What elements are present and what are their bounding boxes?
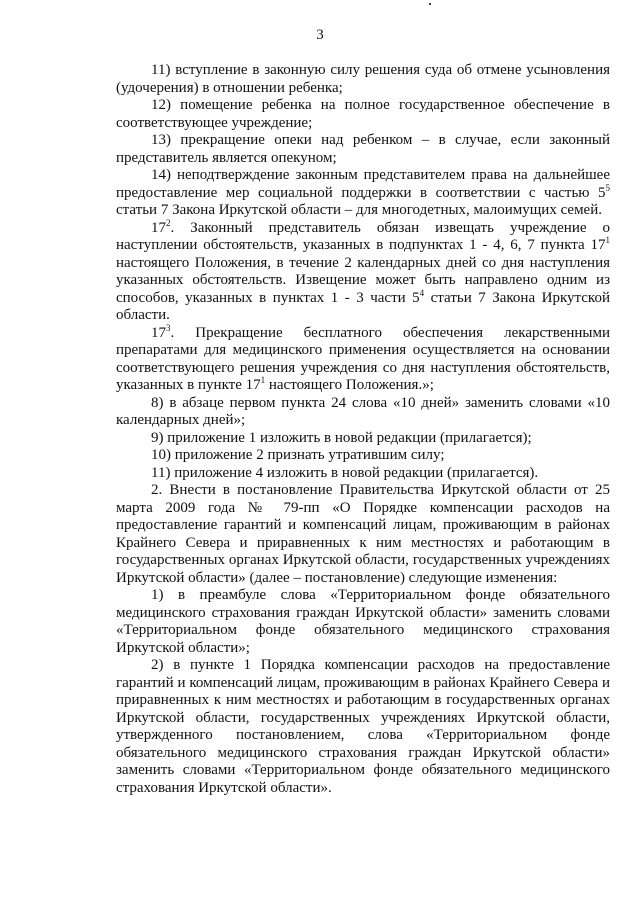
paragraph-text: 9) приложение 1 изложить в новой редакции (прилагается);	[151, 429, 532, 446]
scan-speck	[429, 3, 431, 5]
paragraph	[116, 447, 610, 465]
superscript: 5	[605, 182, 610, 193]
paragraph	[116, 465, 610, 483]
paragraph	[116, 395, 610, 430]
paragraph-text: 11) приложение 4 изложить в новой редакции (прилагается).	[151, 464, 539, 481]
paragraph	[116, 62, 610, 97]
paragraph-text: 14) неподтверждение законным представителем права на дальнейшее предоставление мер социальной поддержки в соответствии с частью 5	[116, 167, 610, 201]
paragraph-text: 13) прекращение опеки над ребенком – в случае, если законный представитель является опекуном;	[116, 132, 610, 166]
paragraph-text: настоящего Положения.»;	[265, 377, 434, 393]
paragraph-text: 17	[151, 219, 166, 236]
paragraph-text: настоящего Положения, в течение 2 календарных дней со дня наступления указанных обстоятельств. Извещение может быть направлено одним из способов, указанных в пунктах 1 - 3 части 5	[116, 254, 610, 306]
paragraph-text: 10) приложение 2 признать утратившим силу;	[151, 447, 445, 463]
paragraph	[116, 482, 610, 587]
paragraph-text: статьи 7 Закона Иркутской области.	[116, 289, 610, 323]
superscript: 1	[260, 375, 266, 385]
paragraph	[116, 657, 610, 797]
page-number: 3	[316, 27, 324, 43]
superscript: 1	[605, 235, 610, 245]
paragraph	[116, 132, 610, 167]
paragraph-text: . Законный представитель обязан извещать учреждение о наступлении обстоятельств, указанных в подпунктах 1 - 4, 6, 7 пункта 17	[116, 219, 610, 253]
paragraph	[116, 430, 610, 448]
paragraph	[116, 217, 610, 325]
paragraph	[116, 587, 610, 657]
superscript: 3	[166, 322, 171, 333]
paragraph-text: 2. Внести в постановление Правительства Иркутской области от 25 марта 2009 года № 79-пп «О Порядке компенсации расходов на предоставление гарантий и компенсаций лицам, проживающим в районах Крайнего Севера и приравненных к ним местностях и работающим в государственных органах Иркутской области, государственных учреждениях Иркутской области» (далее – постановление) следующие изменения:	[116, 482, 610, 586]
paragraph-text: 8) в абзаце первом пункта 24 слова «10 дней» заменить словами «10 календарных дней»;	[116, 394, 610, 428]
paragraph-text: статьи 7 Закона Иркутской области – для многодетных, малоимущих семей.	[116, 202, 602, 218]
paragraph-text: 1) в преамбуле слова «Территориальном фонде обязательного медицинского страхования граждан Иркутской области» заменить словами «Территориальном фонде обязательного медицинского страхования Иркутской области»;	[116, 587, 610, 656]
superscript: 2	[166, 217, 171, 228]
paragraph-text: 11) вступление в законную силу решения суда об отмене усыновления (удочерения) в отношении ребенка;	[116, 62, 610, 96]
paragraph	[116, 167, 610, 220]
document-body	[116, 62, 610, 797]
paragraph-text: . Прекращение бесплатного обеспечения лекарственными препаратами для медицинского применения осуществляется на основании соответствующего решения учреждения со дня наступления обстоятельств, указанных в пункте 17	[116, 324, 610, 393]
superscript: 4	[419, 287, 425, 298]
paragraph-text: 2) в пункте 1 Порядка компенсации расходов на предоставление гарантий и компенсаций лицам, проживающим в районах Крайнего Севера и приравненных к ним местностях и работающим в государственных органах Иркутской области, государственных учреждениях Иркутской области, утвержденного постановлением, слова «Территориальном фонде обязательного медицинского страхования граждан Иркутской области» заменить словами «Территориальном фонде обязательного медицинского страхования Иркутской области».	[116, 657, 610, 796]
paragraph-text: 12) помещение ребенка на полное государственное обеспечение в соответствующее учреждение;	[116, 97, 610, 131]
paragraph	[116, 97, 610, 132]
paragraph	[116, 322, 610, 395]
paragraph-text: 17	[151, 324, 166, 341]
